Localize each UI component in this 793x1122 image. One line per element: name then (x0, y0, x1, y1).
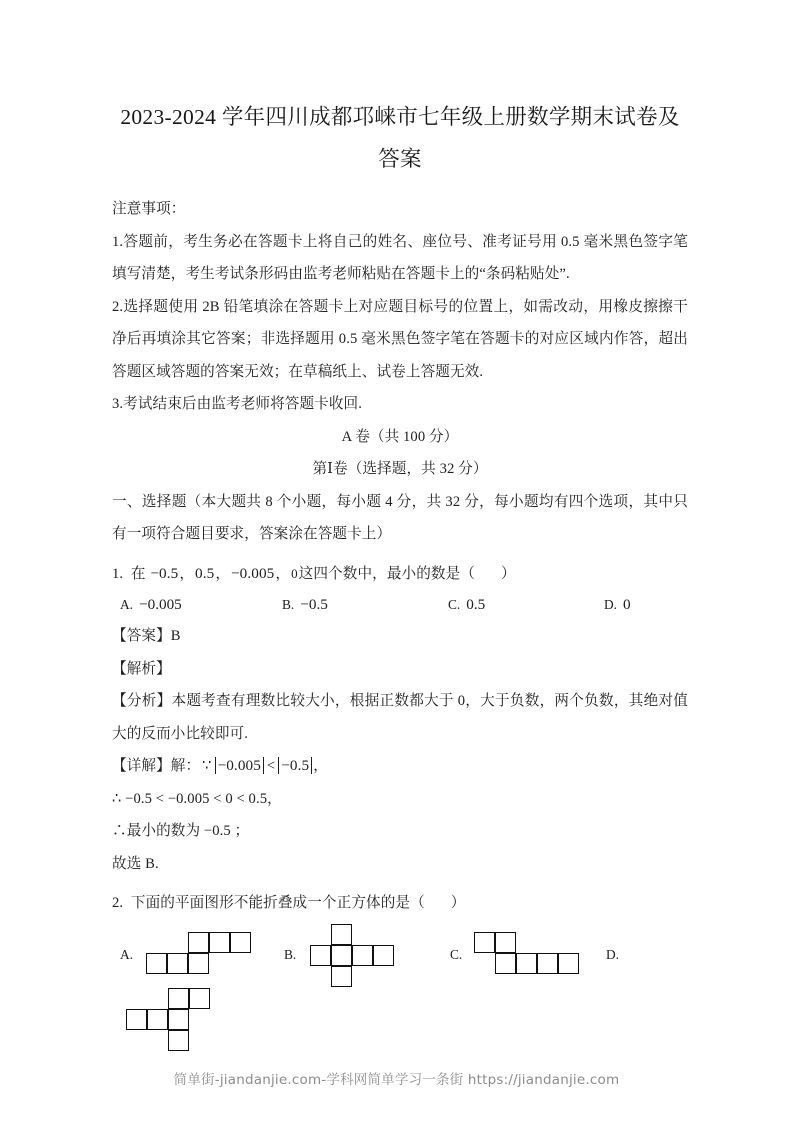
question-1-option-d[interactable] (604, 590, 631, 620)
analysis-text: 本题考查有理数比较大小，根据正数都大于 0，大于负数，两个负数，其绝对值大的反而小比较即可. (112, 693, 688, 742)
question-1-detail-line-4: 故选 B. (112, 855, 159, 872)
question-1-value-3: −0.005 (231, 564, 275, 582)
option-c-label: C. (448, 597, 461, 612)
net-cell (188, 953, 209, 974)
net-cell (495, 932, 516, 953)
question-1-stem-prefix: 在 (130, 565, 146, 582)
option-c-value: 0.5 (466, 596, 486, 613)
net-cell (188, 932, 209, 953)
net-cell (146, 953, 167, 974)
net-cell (168, 988, 189, 1009)
net-cell (310, 945, 331, 966)
question-1-answer (112, 620, 688, 653)
question-1-analysis (112, 685, 688, 750)
question-1-options (112, 590, 688, 620)
question-1-option-b[interactable] (282, 590, 328, 620)
section-part-one: 第Ⅰ卷（选择题，共 32 分） (312, 461, 488, 477)
choice-section-intro: 一、选择题（本大题共 8 个小题，每小题 4 分，共 32 分，每小题均有四个选项，其中只有一项符合题目要求，答案涂在答题卡上） (112, 493, 688, 542)
net-cell (373, 945, 394, 966)
net-cell (516, 953, 537, 974)
footer-watermark: 简单街-jiandanjie.com-学科网简单学习一条街 https://jiandanjie.com (173, 1072, 620, 1088)
question-1-value-1: −0.5 (150, 564, 179, 582)
option-a-label: A. (120, 597, 134, 612)
analysis-label: 【分析】 (112, 693, 172, 709)
question-1-value-2: 0.5 (195, 564, 215, 582)
net-cell (167, 953, 188, 974)
detail-solve: 解： (170, 758, 201, 774)
question-2-figures (112, 924, 688, 1082)
because-symbol: ∵ (202, 758, 212, 774)
question-1-detail-line-2: ∴ −0.5 < −0.005 < 0 < 0.5， (112, 790, 282, 807)
question-1-stem: 1. 在 −0.5，0.5，−0.005，0这四个数中，最小的数是（ ） (112, 564, 516, 582)
option-a-value: −0.005 (139, 596, 182, 613)
notice-item-3: 3.考试结束后由监考老师将答题卡收回. (112, 396, 362, 412)
page-title: 2023-2024 学年四川成都邛崃市七年级上册数学期末试卷及答案 (120, 105, 680, 171)
answer-value: B (170, 628, 181, 644)
question-1-explain-label: 【解析】 (112, 660, 171, 677)
question-1-value-4: 0 (291, 565, 298, 581)
net-cell (495, 953, 516, 974)
question-2-stem (112, 887, 688, 920)
less-than-symbol: < (266, 758, 276, 774)
net-cell (189, 988, 210, 1009)
net-cell (537, 953, 558, 974)
question-2-option-b-label[interactable]: B. (284, 946, 297, 962)
section-paper-a: A 卷（共 100 分） (341, 428, 459, 445)
net-cell (209, 932, 230, 953)
net-cell (168, 1030, 189, 1051)
abs-value-1: −0.005 (215, 757, 264, 774)
net-cell (331, 924, 352, 945)
question-1-stem-close: ） (501, 565, 516, 582)
question-1-option-c[interactable] (448, 590, 485, 620)
notice-item-2: 2.选择题使用 2B 铅笔填涂在答题卡上对应题目标号的位置上，如需改动，用橡皮擦擦干净后再填涂其它答案；非选择题用 0.5 毫米黑色签字笔在答题卡的对应区域内作答，超出答题区域答题的答案无效；在草稿纸上、试卷上答题无效. (112, 298, 688, 380)
option-b-value: −0.5 (300, 596, 328, 613)
notice-heading: 注意事项： (112, 201, 186, 217)
net-cell (558, 953, 579, 974)
net-cell (168, 1009, 189, 1030)
question-1-stem-suffix: 这四个数中，最小的数是（ (298, 565, 475, 582)
question-1-number: 1. (112, 565, 124, 582)
detail-label: 【详解】 (112, 758, 171, 774)
question-1-detail-line-3: ∴最小的数为 −0.5 ； (112, 823, 250, 839)
page-content (112, 96, 688, 1082)
question-2-stem-text: 下面的平面图形不能折叠成一个正方体的是（ (130, 895, 425, 911)
question-2-option-d-label[interactable]: D. (606, 946, 620, 962)
question-2-option-a-label[interactable]: A. (120, 946, 134, 962)
question-2-option-c-label[interactable]: C. (450, 946, 463, 962)
option-b-label: B. (282, 597, 295, 612)
net-cell (230, 932, 251, 953)
net-cell (331, 966, 352, 987)
option-d-label: D. (604, 597, 618, 612)
answer-label: 【答案】 (112, 628, 171, 644)
detail-line-1-end: ， (313, 758, 328, 774)
notice-item-1: 1.答题前，考生务必在答题卡上将自己的姓名、座位号、准考证号用 0.5 毫米黑色签字笔填写清楚，考生考试条形码由监考老师粘贴在答题卡上的“条码粘贴处”. (112, 233, 688, 282)
net-cell (331, 945, 352, 966)
abs-value-2: −0.5 (278, 757, 312, 774)
net-cell (126, 1009, 147, 1030)
question-1-option-a[interactable] (120, 590, 182, 620)
question-2-stem-close: ） (450, 895, 466, 911)
option-d-value: 0 (623, 596, 631, 613)
question-1-detail-line-1 (112, 750, 688, 783)
question-2-number: 2. (112, 895, 124, 911)
net-cell (147, 1009, 168, 1030)
net-cell (474, 932, 495, 953)
net-cell (352, 945, 373, 966)
